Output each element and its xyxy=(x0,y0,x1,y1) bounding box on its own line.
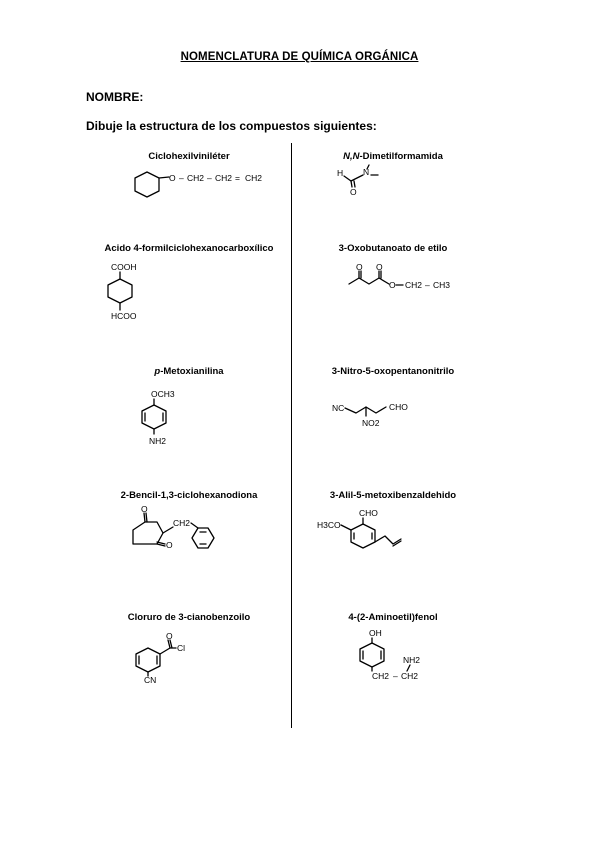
label-o: O xyxy=(376,262,383,272)
structure-cianobenzoilo xyxy=(130,631,210,685)
label-ch2: CH2 xyxy=(372,671,390,681)
cyclohexane-ring xyxy=(135,172,159,197)
compound-name-3: Acido 4-formilciclohexanocarboxílico xyxy=(104,243,274,254)
label-ch3: CH3 xyxy=(433,280,451,290)
compound-name-9: Cloruro de 3-cianobenzoilo xyxy=(127,612,251,623)
label-cn: CN xyxy=(144,675,157,685)
label-cho: CHO xyxy=(359,508,378,518)
structure-bencil-ciclohexanodiona xyxy=(128,506,238,560)
label-nh2: NH2 xyxy=(403,655,421,665)
label-ch2: CH2 xyxy=(173,518,191,528)
structure-alil-metoxibenzaldehido xyxy=(315,506,435,560)
label-o: O xyxy=(356,262,363,272)
cyclohexane-ring xyxy=(108,279,132,303)
label-ch2: CH2 xyxy=(401,671,419,681)
compound-name-5: p-Metoxianilina xyxy=(154,366,224,377)
svg-text:–: – xyxy=(207,173,212,183)
benzene-ring xyxy=(192,528,214,548)
compound-name-1: Ciclohexilviniléter xyxy=(148,151,230,162)
svg-text:=: = xyxy=(235,173,240,183)
compound-name-7: 2-Bencil-1,3-ciclohexanodiona xyxy=(120,490,258,501)
structure-metoxianilina xyxy=(137,385,207,449)
label-oh: OH xyxy=(369,628,382,638)
label-o: O xyxy=(166,631,173,641)
structure-oxobutanoato-etilo xyxy=(345,262,495,296)
compound-name-6: 3-Nitro-5-oxopentanonitrilo xyxy=(331,366,455,377)
page-title: NOMENCLATURA DE QUÍMICA ORGÁNICA xyxy=(180,51,419,63)
structure-nitro-oxopentanonitrilo xyxy=(328,396,448,432)
structure-formilciclohexanocarboxilico xyxy=(98,258,168,322)
compound-name-2: N,N-Dimetilformamida xyxy=(343,151,443,162)
label-hcoo: HCOO xyxy=(111,311,137,321)
label-och3: OCH3 xyxy=(151,389,175,399)
label-n: N xyxy=(363,167,370,177)
label-h: H xyxy=(337,168,344,178)
label-cl: Cl xyxy=(177,643,186,653)
label-ch2: CH2 xyxy=(215,173,233,183)
svg-text:–: – xyxy=(393,671,398,681)
label-h3co: H3CO xyxy=(317,520,341,530)
label-o: O xyxy=(141,504,148,514)
label-o: O xyxy=(389,280,396,290)
compound-name-8: 3-Alil-5-metoxibenzaldehido xyxy=(329,490,457,501)
svg-text:–: – xyxy=(179,173,184,183)
label-o: O xyxy=(350,187,357,197)
label-o: O xyxy=(166,540,173,550)
compound-name-10: 4-(2-Aminoetil)fenol xyxy=(348,612,438,623)
label-cho: CHO xyxy=(389,402,408,412)
label-ch2: CH2 xyxy=(187,173,205,183)
svg-text:–: – xyxy=(425,280,430,290)
label-nc: NC xyxy=(332,403,345,413)
label-ch2: CH2 xyxy=(405,280,423,290)
structure-aminoetil-fenol xyxy=(355,626,455,686)
structure-ciclohexilvinileter xyxy=(125,166,285,206)
label-o: O xyxy=(169,173,176,183)
label-nh2: NH2 xyxy=(149,436,167,446)
name-label: NOMBRE: xyxy=(86,90,144,104)
column-divider xyxy=(291,143,292,728)
structure-dimetilformamida xyxy=(325,164,415,198)
label-ch2: CH2 xyxy=(245,173,263,183)
instruction-text: Dibuje la estructura de los compuestos siguientes: xyxy=(86,119,377,133)
cyclohexane-ring xyxy=(133,522,163,544)
label-cooh: COOH xyxy=(111,262,137,272)
label-no2: NO2 xyxy=(362,418,380,428)
compound-name-4: 3-Oxobutanoato de etilo xyxy=(338,243,448,254)
